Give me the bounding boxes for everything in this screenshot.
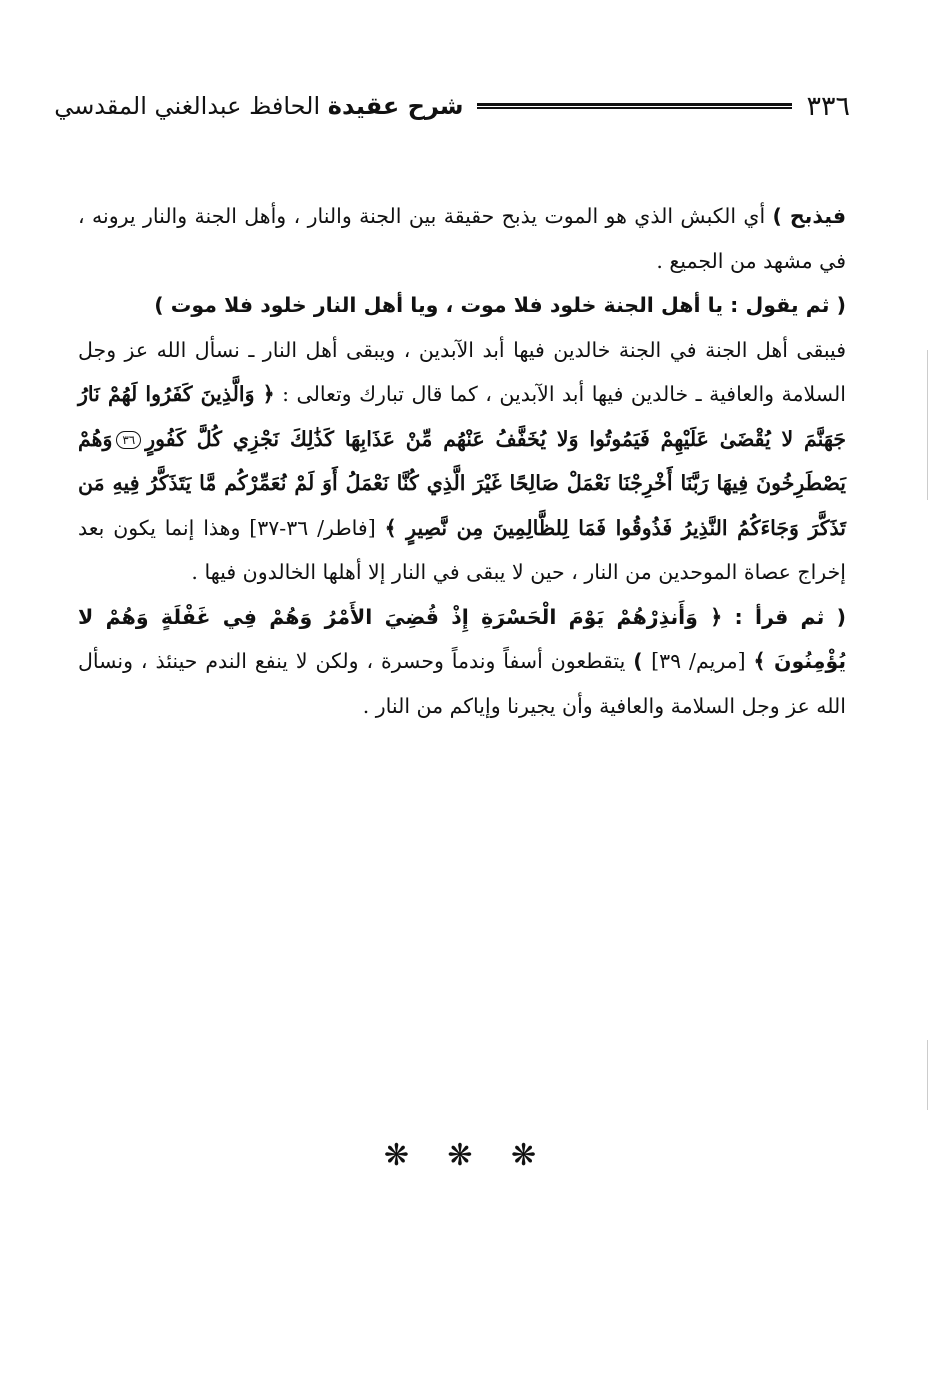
ayah-number-mark: ٣٦ [116, 431, 141, 449]
book-title-bold: شرح عقيدة [327, 92, 464, 120]
quran-verse-1b: وَهُمْ يَصْطَرِخُونَ فِيهَا رَبَّنَا أَخْرِجْنَا نَعْمَلْ صَالِحًا غَيْرَ الَّذِي كُنَّا نَعْمَلُ أَوَ لَمْ نُعَمِّرْكُم مَّا يَتَذَكَّرُ فِيهِ مَن تَذَكَّرَ وَجَاءَكُمُ النَّذِيرُ فَذُوقُوا فَمَا لِلظَّالِمِينَ مِن نَّصِيرٍ ﴾ [78, 426, 846, 540]
p2-bold: ( ثم يقول : يا أهل الجنة خلود فلا موت ، ويا أهل النار خلود فلا موت ) [154, 293, 846, 317]
quran-verse-1a: ﴿ وَالَّذِينَ كَفَرُوا لَهُمْ نَارُ جَهَنَّمَ لا يُقْضَىٰ عَلَيْهِمْ فَيَمُوتُوا وَلا يُخَفَّفُ عَنْهُم مِّنْ عَذَابِهَا كَذَٰلِكَ نَجْزِي كُلَّ كَفُورٍ [78, 382, 846, 451]
p5-reference: [مريم/ ٣٩] [651, 649, 746, 673]
p5-bold: ( ثم قرأ : ﴿ وَأَنذِرْهُمْ يَوْمَ الْحَسْرَةِ إِذْ قُضِيَ الأَمْرُ وَهُمْ فِي غَفْلَةٍ وَهُمْ لا يُؤْمِنُونَ ﴾ [78, 604, 847, 673]
book-title-rest: الحافظ عبدالغني المقدسي [54, 92, 321, 120]
paragraph-2 [78, 283, 846, 328]
book-title [54, 92, 463, 120]
paragraph-1 [78, 194, 846, 283]
p3-text: فيبقى أهل الجنة في الجنة خالدين فيها أبد الآبدين ، ويبقى أهل النار ـ نسأل الله عز وجل السلامة والعافية ـ خالدين فيها أبد الآبدين ، كما قال تبارك وتعالى : [78, 337, 846, 406]
page-edge-mark [927, 350, 928, 500]
p5-close: ) [633, 649, 652, 673]
body-text [78, 194, 846, 728]
paragraph-5 [78, 595, 846, 729]
p4-text: وهذا إنما يكون بعد إخراج عصاة الموحدين من النار ، حين لا يبقى في النار إلا أهلها الخالدون فيها . [78, 515, 846, 584]
p1-bold: فيذبح ) [772, 204, 846, 228]
page-number: ٣٣٦ [806, 90, 850, 122]
p1-text: أي الكبش الذي هو الموت يذبح حقيقة بين الجنة والنار ، وأهل الجنة والنار يرونه ، في مشهد من الجميع . [78, 204, 846, 273]
running-header [54, 86, 850, 126]
p5-text: يتقطعون أسفاً وندماً وحسرة ، ولكن لا ينفع الندم حينئذ ، ونسأل الله عز وجل السلامة والعافية وأن يجيرنا وإياكم من النار . [78, 649, 846, 718]
page-edge-mark [927, 1040, 928, 1110]
header-rule [477, 103, 792, 109]
section-separator: ❋ ❋ ❋ [383, 1138, 551, 1173]
p4-reference: [فاطر/ ٣٦-٣٧] [249, 515, 376, 540]
paragraph-3 [78, 328, 846, 595]
